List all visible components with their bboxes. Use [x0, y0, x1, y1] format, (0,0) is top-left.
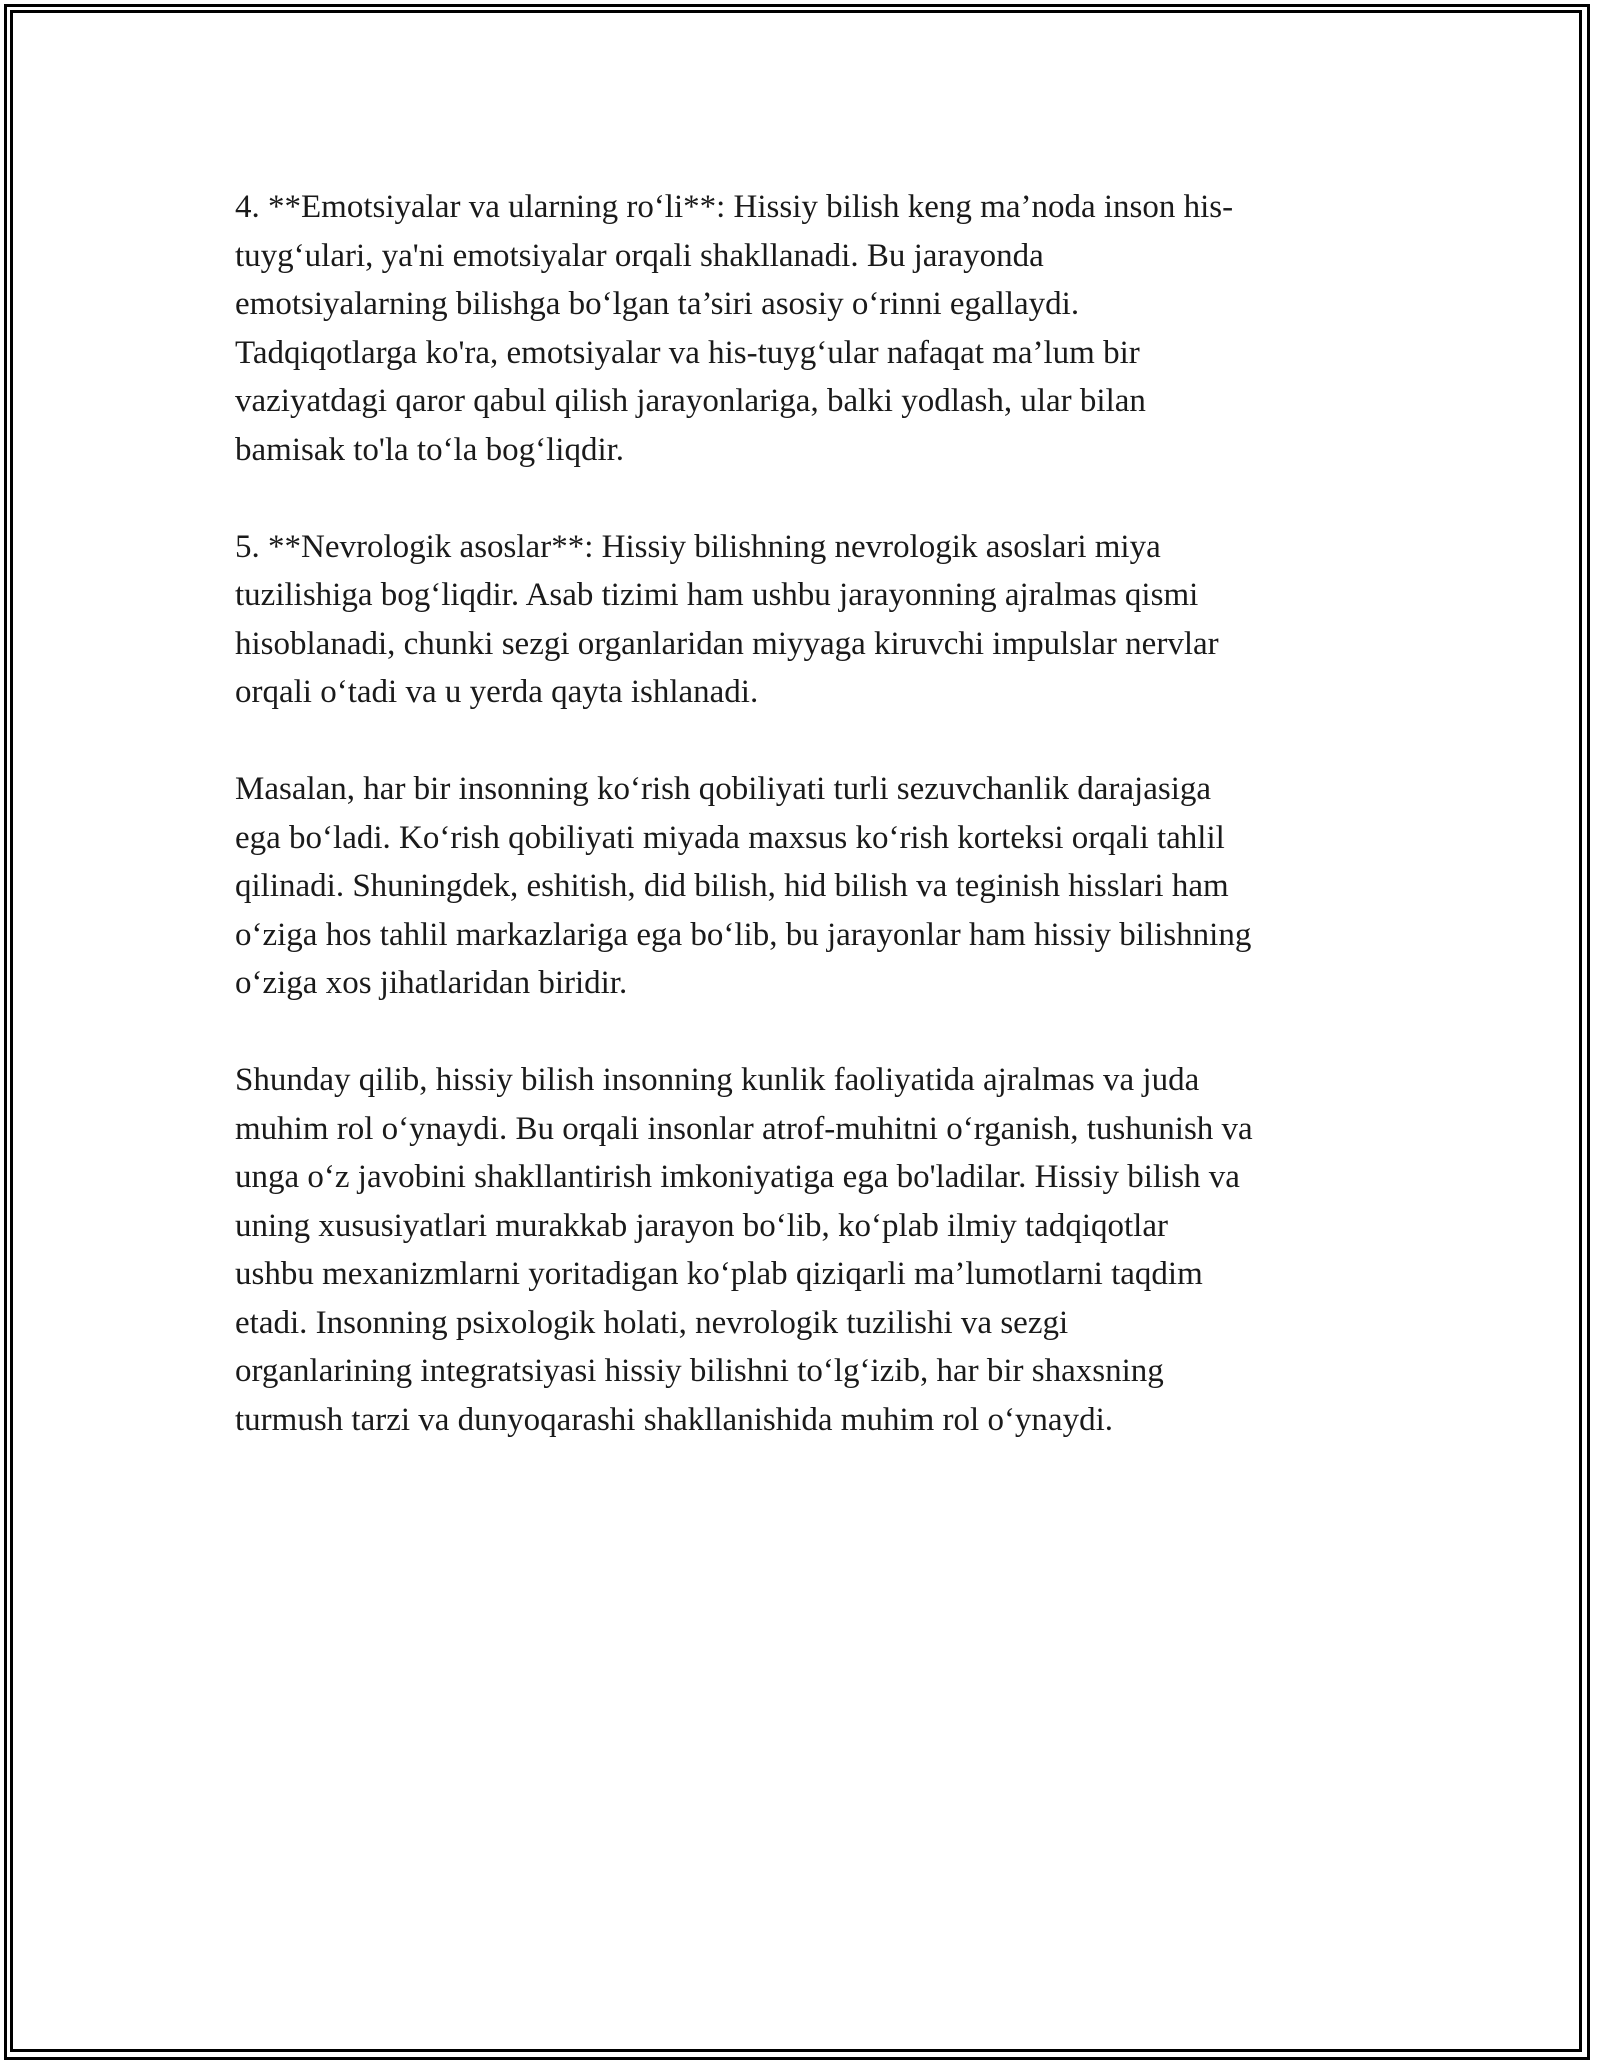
paragraph-conclusion — [235, 1056, 1375, 1444]
text-line: Tadqiqotlarga ko'ra, emotsiyalar va his-tuyg‘ular nafaqat ma’lum bir — [235, 334, 1140, 371]
text-line: emotsiyalarning bilishga bo‘lgan ta’siri asosiy o‘rinni egallaydi. — [235, 286, 1080, 322]
text-line: qilinadi. Shuningdek, eshitish, did bilish, hid bilish va teginish hisslari ham — [235, 868, 1229, 904]
text-line: Masalan, har bir insonning ko‘rish qobiliyati turli sezuvchanlik darajasiga — [235, 771, 1212, 807]
text-line: ushbu mexanizmlarni yoritadigan ko‘plab qiziqarli ma’lumotlarni taqdim — [235, 1256, 1203, 1292]
text-line: 4. **Emotsiyalar va ularning ro‘li**: Hissiy bilish keng ma’noda inson his- — [235, 189, 1234, 225]
text-line: etadi. Insonning psixologik holati, nevrologik tuzilishi va sezgi — [235, 1304, 1069, 1341]
text-line: uning xususiyatlari murakkab jarayon bo‘lib, ko‘plab ilmiy tadqiqotlar — [235, 1207, 1168, 1244]
text-line: 5. **Nevrologik asoslar**: Hissiy bilishning nevrologik asoslari miya — [235, 528, 1161, 565]
text-line: organlarining integratsiyasi hissiy bilishni to‘lg‘izib, har bir shaxsning — [235, 1353, 1164, 1389]
paragraph-emotions — [235, 183, 1375, 474]
text-line: tuzilishiga bog‘liqdir. Asab tizimi ham ushbu jarayonning ajralmas qismi — [235, 577, 1199, 613]
text-line: muhim rol o‘ynaydi. Bu orqali insonlar atrof-muhitni o‘rganish, tushunish va — [235, 1110, 1253, 1147]
text-line: ega bo‘ladi. Ko‘rish qobiliyati miyada maxsus ko‘rish korteksi orqali tahlil — [235, 819, 1225, 856]
text-line: o‘ziga hos tahlil markazlariga ega bo‘lib, bu jarayonlar ham hissiy bilishning — [235, 916, 1252, 953]
text-line: vaziyatdagi qaror qabul qilish jarayonlariga, balki yodlash, ular bilan — [235, 383, 1146, 419]
text-line: Shunday qilib, hissiy bilish insonning kunlik faoliyatida ajralmas va juda — [235, 1062, 1200, 1098]
text-line: hisoblanadi, chunki sezgi organlaridan miyyaga kiruvchi impulslar nervlar — [235, 625, 1219, 662]
document-body — [235, 183, 1375, 1493]
text-line: turmush tarzi va dunyoqarashi shakllanishida muhim rol o‘ynaydi. — [235, 1401, 1113, 1438]
text-line: orqali o‘tadi va u yerda qayta ishlanadi. — [235, 674, 759, 710]
text-line: unga o‘z javobini shakllantirish imkoniyatiga ega bo'ladilar. Hissiy bilish va — [235, 1159, 1240, 1195]
paragraph-neurological — [235, 523, 1375, 717]
paragraph-example — [235, 765, 1375, 1008]
text-line: bamisak to'la to‘la bog‘liqdir. — [235, 431, 625, 468]
text-line: o‘ziga xos jihatlaridan biridir. — [235, 965, 628, 1001]
text-line: tuyg‘ulari, ya'ni emotsiyalar orqali shakllanadi. Bu jarayonda — [235, 237, 1044, 274]
